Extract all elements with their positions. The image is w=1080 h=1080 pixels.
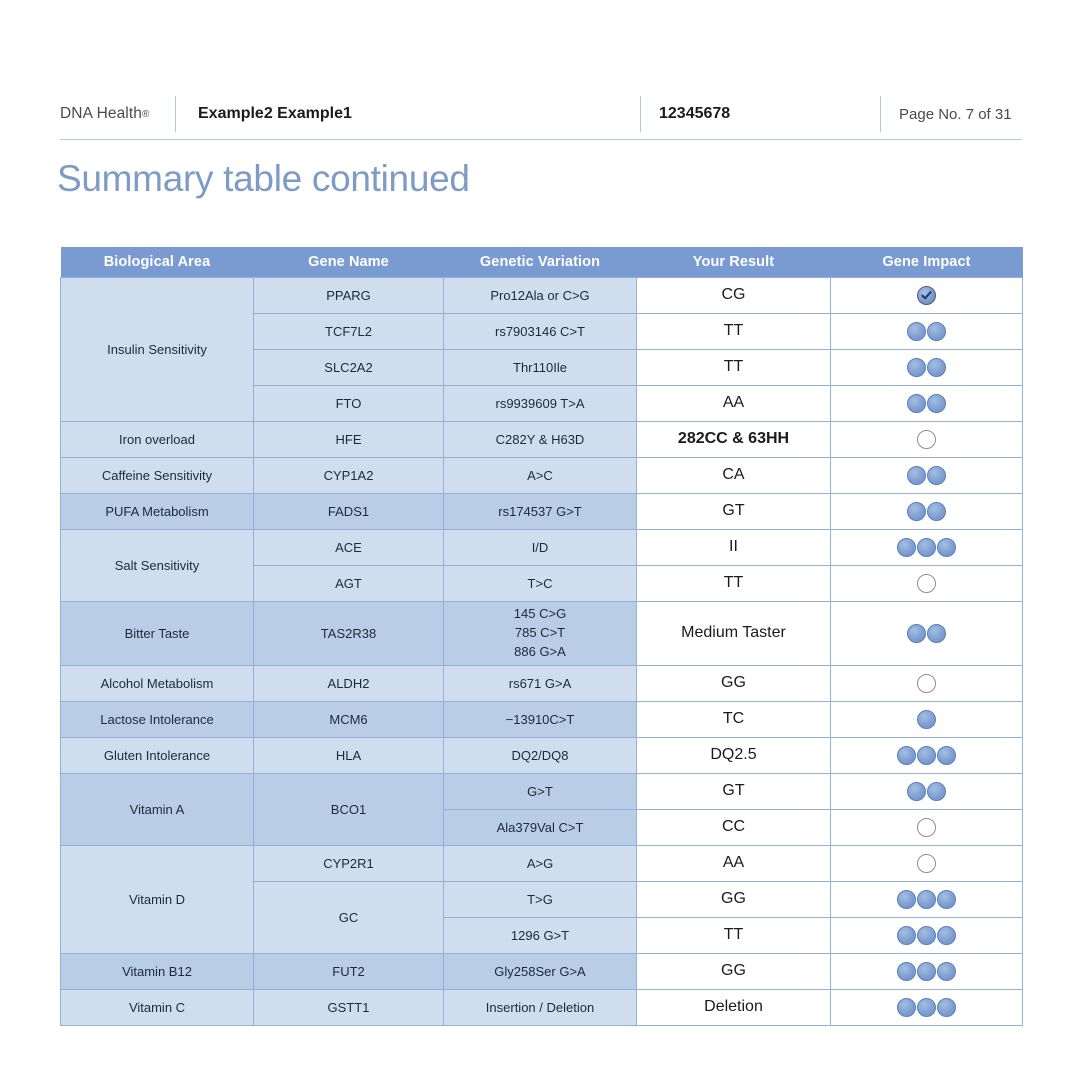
your-result-cell: TC [637, 702, 831, 738]
impact-dot-filled [907, 502, 926, 521]
gene-impact-indicator [835, 424, 1018, 455]
table-row [61, 990, 1023, 1026]
biological-area-cell: Vitamin D [61, 846, 254, 954]
impact-dot-filled [927, 394, 946, 413]
gene-impact-indicator [835, 280, 1018, 311]
impact-dot-filled [917, 538, 936, 557]
table-row [61, 422, 1023, 458]
impact-dot-filled [937, 926, 956, 945]
gene-name-cell: AGT [254, 566, 444, 602]
gene-impact-indicator [835, 316, 1018, 347]
genetic-variation-cell: DQ2/DQ8 [444, 738, 637, 774]
col-gene-impact: Gene Impact [831, 247, 1023, 278]
table-row [61, 494, 1023, 530]
genetic-variation-cell: Insertion / Deletion [444, 990, 637, 1026]
gene-name-cell: HFE [254, 422, 444, 458]
gene-impact-indicator [835, 460, 1018, 491]
your-result-cell: Deletion [637, 990, 831, 1026]
your-result-cell: GG [637, 666, 831, 702]
gene-impact-cell [831, 846, 1023, 882]
variation-line: 886 G>A [514, 643, 566, 659]
impact-dot-empty [917, 854, 936, 873]
gene-name-cell: SLC2A2 [254, 350, 444, 386]
gene-name-cell: HLA [254, 738, 444, 774]
your-result-cell: DQ2.5 [637, 738, 831, 774]
impact-dot-filled [937, 890, 956, 909]
impact-dot-filled [917, 998, 936, 1017]
col-your-result: Your Result [637, 247, 831, 278]
page-number: Page No. 7 of 31 [880, 96, 1022, 132]
biological-area-cell: Vitamin C [61, 990, 254, 1026]
table-header-row [61, 247, 1023, 278]
impact-dot-filled [907, 358, 926, 377]
biological-area-cell: Bitter Taste [61, 602, 254, 666]
registered-mark: ® [141, 108, 150, 120]
gene-name-cell: CYP2R1 [254, 846, 444, 882]
your-result-cell: II [637, 530, 831, 566]
gene-impact-cell [831, 990, 1023, 1026]
biological-area-cell: Lactose Intolerance [61, 702, 254, 738]
gene-impact-cell [831, 530, 1023, 566]
gene-impact-cell [831, 918, 1023, 954]
impact-dot-filled [897, 538, 916, 557]
summary-table [60, 247, 1023, 1026]
genetic-variation-cell: T>C [444, 566, 637, 602]
your-result-cell: CA [637, 458, 831, 494]
gene-name-cell: FTO [254, 386, 444, 422]
genetic-variation-cell: A>G [444, 846, 637, 882]
gene-impact-cell [831, 666, 1023, 702]
impact-dot-filled [927, 358, 946, 377]
brand-text: DNA Health [60, 105, 142, 122]
biological-area-cell: Vitamin B12 [61, 954, 254, 990]
your-result-cell: AA [637, 386, 831, 422]
gene-impact-cell [831, 314, 1023, 350]
gene-name-cell: CYP1A2 [254, 458, 444, 494]
impact-dot-filled [907, 322, 926, 341]
impact-dot-filled [897, 998, 916, 1017]
genetic-variation-cell: A>C [444, 458, 637, 494]
table-body [61, 278, 1023, 1026]
gene-name-cell: PPARG [254, 278, 444, 314]
gene-impact-cell [831, 386, 1023, 422]
your-result-cell: TT [637, 350, 831, 386]
impact-dot-filled [907, 782, 926, 801]
check-circle-icon [917, 286, 936, 305]
your-result-cell: GG [637, 882, 831, 918]
genetic-variation-cell: 1296 G>T [444, 918, 637, 954]
impact-dot-filled [927, 624, 946, 643]
genetic-variation-cell: −13910C>T [444, 702, 637, 738]
gene-impact-cell [831, 702, 1023, 738]
impact-dot-filled [907, 624, 926, 643]
variation-line: 785 C>T [514, 625, 566, 641]
gene-impact-indicator [835, 740, 1018, 771]
impact-dot-filled [917, 710, 936, 729]
genetic-variation-cell: T>G [444, 882, 637, 918]
gene-impact-indicator [835, 388, 1018, 419]
your-result-cell: GG [637, 954, 831, 990]
impact-dot-empty [917, 430, 936, 449]
genetic-variation-cell: Thr110Ile [444, 350, 637, 386]
table-row [61, 954, 1023, 990]
biological-area-cell: Salt Sensitivity [61, 530, 254, 602]
gene-name-cell: MCM6 [254, 702, 444, 738]
gene-impact-cell [831, 774, 1023, 810]
gene-impact-indicator [835, 848, 1018, 879]
variation-line: 145 C>G [513, 606, 567, 622]
gene-name-cell: FUT2 [254, 954, 444, 990]
your-result-cell: 282CC & 63HH [637, 422, 831, 458]
col-biological-area: Biological Area [61, 247, 254, 278]
gene-impact-cell [831, 350, 1023, 386]
impact-dot-empty [917, 818, 936, 837]
gene-impact-indicator [835, 496, 1018, 527]
gene-impact-indicator [835, 352, 1018, 383]
your-result-cell: CC [637, 810, 831, 846]
gene-impact-indicator [835, 568, 1018, 599]
gene-impact-cell [831, 458, 1023, 494]
impact-dot-filled [917, 926, 936, 945]
gene-impact-indicator [835, 604, 1018, 663]
impact-dot-filled [927, 782, 946, 801]
biological-area-cell: Caffeine Sensitivity [61, 458, 254, 494]
gene-impact-cell [831, 422, 1023, 458]
genetic-variation-cell: I/D [444, 530, 637, 566]
impact-dot-filled [937, 746, 956, 765]
gene-impact-indicator [835, 776, 1018, 807]
impact-dot-empty [917, 574, 936, 593]
table-row [61, 458, 1023, 494]
your-result-cell: GT [637, 774, 831, 810]
impact-dot-filled [917, 962, 936, 981]
table-row [61, 278, 1023, 314]
genetic-variation-cell: Ala379Val C>T [444, 810, 637, 846]
table-head [61, 247, 1023, 278]
impact-dot-filled [907, 466, 926, 485]
gene-impact-cell [831, 278, 1023, 314]
biological-area-cell: Vitamin A [61, 774, 254, 846]
document-header [60, 96, 1022, 140]
impact-dot-filled [907, 394, 926, 413]
table-row [61, 738, 1023, 774]
gene-impact-cell [831, 738, 1023, 774]
gene-name-cell: FADS1 [254, 494, 444, 530]
biological-area-cell: PUFA Metabolism [61, 494, 254, 530]
gene-impact-indicator [835, 532, 1018, 563]
impact-dot-filled [927, 322, 946, 341]
impact-dot-filled [897, 746, 916, 765]
genetic-variation-cell: rs7903146 C>T [444, 314, 637, 350]
gene-impact-indicator [835, 884, 1018, 915]
sample-id: 12345678 [640, 96, 880, 132]
biological-area-cell: Insulin Sensitivity [61, 278, 254, 422]
your-result-cell: TT [637, 314, 831, 350]
col-gene-name: Gene Name [254, 247, 444, 278]
your-result-cell: GT [637, 494, 831, 530]
genetic-variation-cell: C282Y & H63D [444, 422, 637, 458]
col-genetic-variation: Genetic Variation [444, 247, 637, 278]
gene-impact-cell [831, 810, 1023, 846]
genetic-variation-cell [444, 602, 637, 666]
your-result-cell: CG [637, 278, 831, 314]
gene-impact-cell [831, 602, 1023, 666]
gene-impact-indicator [835, 812, 1018, 843]
table-row [61, 702, 1023, 738]
gene-name-cell: GSTT1 [254, 990, 444, 1026]
gene-impact-indicator [835, 956, 1018, 987]
genetic-variation-cell: Gly258Ser G>A [444, 954, 637, 990]
impact-dot-filled [897, 962, 916, 981]
gene-name-cell: GC [254, 882, 444, 954]
impact-dot-filled [927, 466, 946, 485]
your-result-cell: Medium Taster [637, 602, 831, 666]
your-result-cell: TT [637, 918, 831, 954]
impact-dot-filled [917, 746, 936, 765]
impact-dot-filled [897, 926, 916, 945]
impact-dot-filled [927, 502, 946, 521]
table-row [61, 774, 1023, 810]
gene-name-cell: TCF7L2 [254, 314, 444, 350]
genetic-variation-cell: G>T [444, 774, 637, 810]
table-row [61, 602, 1023, 666]
table-row [61, 530, 1023, 566]
impact-dot-filled [917, 890, 936, 909]
table-row [61, 846, 1023, 882]
gene-impact-indicator [835, 992, 1018, 1023]
biological-area-cell: Iron overload [61, 422, 254, 458]
gene-impact-indicator [835, 704, 1018, 735]
genetic-variation-cell: Pro12Ala or C>G [444, 278, 637, 314]
gene-name-cell: ALDH2 [254, 666, 444, 702]
impact-dot-filled [897, 890, 916, 909]
genetic-variation-cell: rs174537 G>T [444, 494, 637, 530]
impact-dot-filled [937, 998, 956, 1017]
gene-impact-indicator [835, 668, 1018, 699]
page-title: Summary table continued [57, 158, 470, 199]
table-row [61, 666, 1023, 702]
gene-name-cell: BCO1 [254, 774, 444, 846]
impact-dot-filled [937, 538, 956, 557]
gene-impact-cell [831, 494, 1023, 530]
gene-impact-cell [831, 566, 1023, 602]
patient-name: Example2 Example1 [175, 96, 640, 132]
gene-name-cell: ACE [254, 530, 444, 566]
gene-name-cell: TAS2R38 [254, 602, 444, 666]
gene-impact-indicator [835, 920, 1018, 951]
brand-label [60, 96, 175, 132]
gene-impact-cell [831, 882, 1023, 918]
impact-dot-filled [937, 962, 956, 981]
your-result-cell: TT [637, 566, 831, 602]
genetic-variation-cell: rs9939609 T>A [444, 386, 637, 422]
genetic-variation-cell: rs671 G>A [444, 666, 637, 702]
biological-area-cell: Alcohol Metabolism [61, 666, 254, 702]
impact-dot-empty [917, 674, 936, 693]
your-result-cell: AA [637, 846, 831, 882]
biological-area-cell: Gluten Intolerance [61, 738, 254, 774]
gene-impact-cell [831, 954, 1023, 990]
